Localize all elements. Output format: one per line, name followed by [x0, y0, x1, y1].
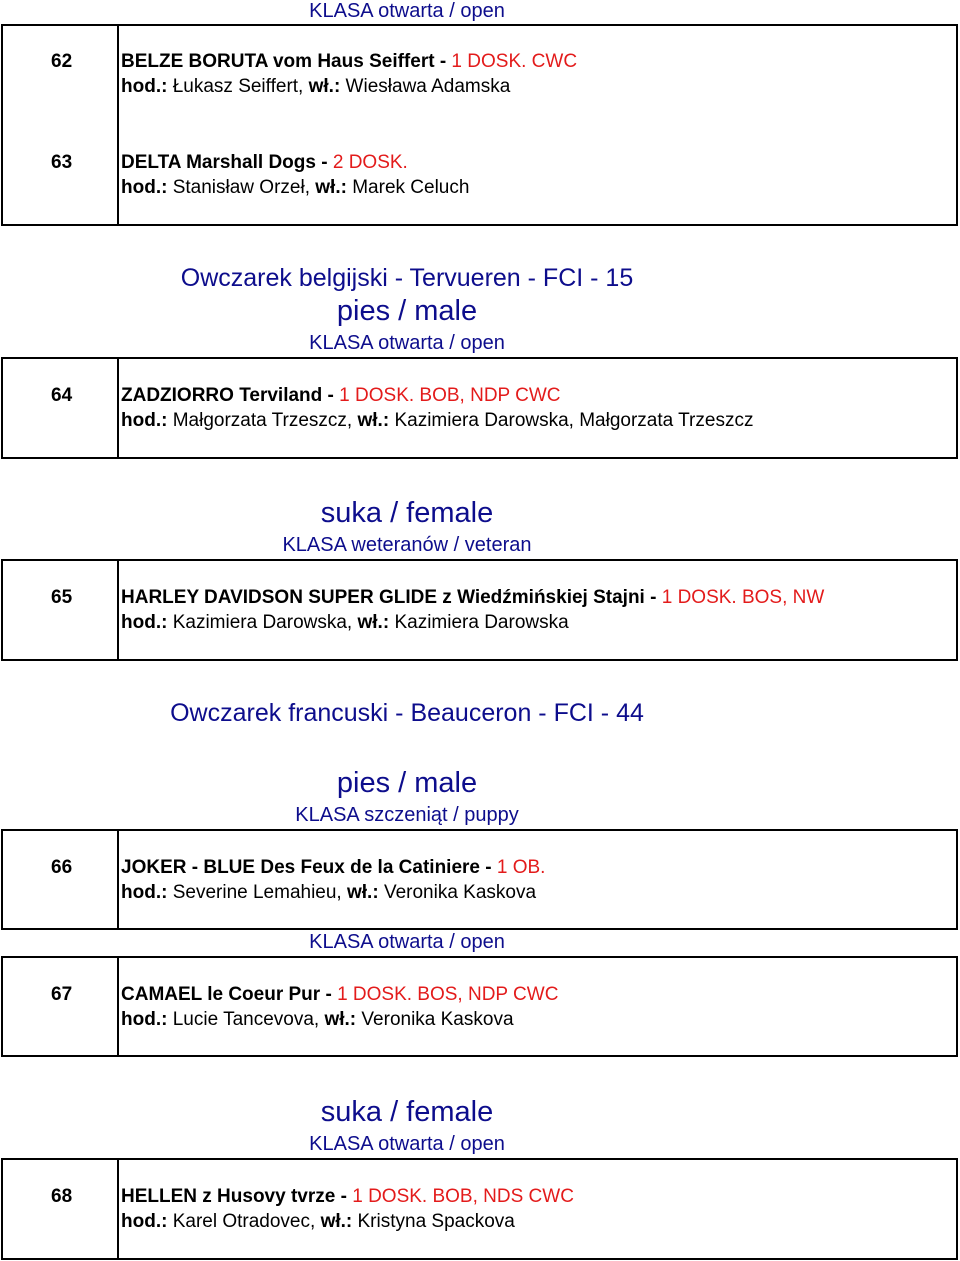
- class-heading: KLASA otwarta / open: [309, 931, 505, 953]
- breeder: Severine Lemahieu,: [167, 882, 347, 903]
- entry-name-line: [121, 1186, 574, 1208]
- class-heading: KLASA szczeniąt / puppy: [295, 804, 519, 826]
- entry-box: [1, 24, 958, 226]
- sex-heading: pies / male: [336, 295, 478, 327]
- result: 2 DOSK.: [332, 152, 408, 173]
- entry-name-line: [121, 857, 545, 879]
- column-divider: [117, 561, 119, 659]
- breeder-label: hod.:: [121, 76, 168, 97]
- result: 1 DOSK. BOB, NDS CWC: [352, 1186, 574, 1207]
- dog-name: HARLEY DAVIDSON SUPER GLIDE z Wiedźmińskiej Stajni -: [121, 587, 662, 608]
- entry-name-line: [121, 984, 558, 1006]
- owner-label: wł.:: [315, 177, 347, 198]
- entry-name-line: [121, 152, 408, 174]
- owner-label: wł.:: [324, 1009, 357, 1030]
- breed-title: Owczarek belgijski - Tervueren - FCI - 15: [180, 264, 634, 292]
- breeder-label: hod.:: [121, 177, 168, 198]
- owner-label: wł.:: [357, 612, 390, 633]
- entry-box: [1, 559, 958, 661]
- dog-name: JOKER - BLUE Des Feux de la Catiniere -: [121, 857, 497, 878]
- entry-owner-line: [121, 1211, 515, 1233]
- entry-number: 64: [51, 385, 73, 406]
- dog-name: HELLEN z Husovy tvrze -: [121, 1186, 353, 1207]
- breeder: Lucie Tancevova,: [167, 1009, 325, 1030]
- breeder-label: hod.:: [121, 1009, 168, 1030]
- breeder: Łukasz Seiffert,: [167, 76, 309, 97]
- result: 1 DOSK. BOS, NW: [661, 587, 825, 608]
- entry-owner-line: [121, 1009, 514, 1031]
- entry-owner-line: [121, 410, 753, 432]
- breeder: Stanisław Orzeł,: [167, 177, 316, 198]
- column-divider: [117, 831, 119, 928]
- dog-name: DELTA Marshall Dogs -: [121, 152, 333, 173]
- entry-box: [1, 956, 958, 1057]
- column-divider: [117, 1160, 119, 1258]
- entry-number: 62: [51, 51, 73, 72]
- entry-name-line: [121, 587, 824, 609]
- entry-box: [1, 357, 958, 459]
- result: 1 DOSK. CWC: [451, 51, 578, 72]
- sex-heading: pies / male: [336, 767, 478, 799]
- breeder: Małgorzata Trzeszcz,: [167, 410, 358, 431]
- entry-box: [1, 1158, 958, 1260]
- owner: Veronika Kaskova: [378, 882, 537, 903]
- owner: Marek Celuch: [346, 177, 470, 198]
- breeder-label: hod.:: [121, 882, 168, 903]
- column-divider: [117, 26, 119, 224]
- dog-name: CAMAEL le Coeur Pur -: [121, 984, 338, 1005]
- owner: Veronika Kaskova: [356, 1009, 514, 1030]
- entry-name-line: [121, 51, 577, 73]
- breeder: Kazimiera Darowska,: [167, 612, 358, 633]
- dog-name: ZADZIORRO Terviland -: [121, 385, 340, 406]
- entry-owner-line: [121, 177, 469, 199]
- sex-heading: suka / female: [320, 497, 494, 529]
- entry-owner-line: [121, 882, 536, 904]
- owner: Kazimiera Darowska, Małgorzata Trzeszcz: [389, 410, 754, 431]
- result: 1 OB.: [496, 857, 546, 878]
- owner: Kristyna Spackova: [352, 1211, 515, 1232]
- breed-title: Owczarek francuski - Beauceron - FCI - 44: [170, 699, 644, 727]
- breeder-label: hod.:: [121, 1211, 168, 1232]
- breeder-label: hod.:: [121, 410, 168, 431]
- entry-number: 66: [51, 857, 73, 878]
- entry-owner-line: [121, 76, 510, 98]
- breeder-label: hod.:: [121, 612, 168, 633]
- owner-label: wł.:: [357, 410, 390, 431]
- result: 1 DOSK. BOS, NDP CWC: [337, 984, 559, 1005]
- sex-heading: suka / female: [320, 1096, 494, 1128]
- entry-number: 68: [51, 1186, 73, 1207]
- class-heading: KLASA weteranów / veteran: [282, 534, 532, 556]
- class-heading: KLASA otwarta / open: [309, 1133, 505, 1155]
- entry-owner-line: [121, 612, 569, 634]
- owner: Wiesława Adamska: [340, 76, 511, 97]
- column-divider: [117, 359, 119, 457]
- entry-name-line: [121, 385, 561, 407]
- entry-number: 67: [51, 984, 73, 1005]
- entry-number: 65: [51, 587, 73, 608]
- result: 1 DOSK. BOB, NDP CWC: [339, 385, 561, 406]
- owner-label: wł.:: [320, 1211, 353, 1232]
- breeder: Karel Otradovec,: [167, 1211, 321, 1232]
- owner-label: wł.:: [308, 76, 341, 97]
- owner-label: wł.:: [347, 882, 379, 903]
- class-heading: KLASA otwarta / open: [309, 0, 505, 22]
- class-heading: KLASA otwarta / open: [309, 332, 505, 354]
- entry-box: [1, 829, 958, 930]
- dog-name: BELZE BORUTA vom Haus Seiffert -: [121, 51, 452, 72]
- column-divider: [117, 958, 119, 1055]
- entry-number: 63: [51, 152, 73, 173]
- owner: Kazimiera Darowska: [389, 612, 569, 633]
